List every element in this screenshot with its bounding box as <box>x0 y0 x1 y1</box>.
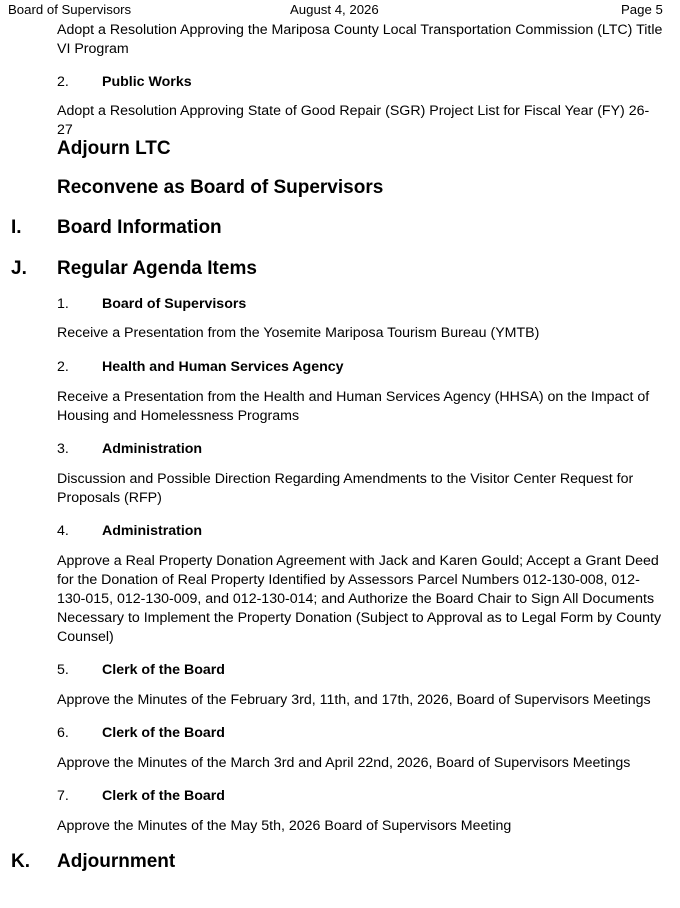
agenda-item-3-number: 3. <box>57 441 69 457</box>
agenda-item-1-number: 1. <box>57 296 69 312</box>
adjourn-ltc-heading: Adjourn LTC <box>57 138 171 159</box>
agenda-item-5-text: Approve the Minutes of the February 3rd, 11th, and 17th, 2026, Board of Supervisors Meetings <box>57 692 651 708</box>
agenda-item-6-text: Approve the Minutes of the March 3rd and April 22nd, 2026, Board of Supervisors Meetings <box>57 755 631 771</box>
ltc-item-2-number: 2. <box>57 74 69 90</box>
agenda-item-7-text: Approve the Minutes of the May 5th, 2026 Board of Supervisors Meeting <box>57 818 512 834</box>
section-j-letter: J. <box>11 258 27 279</box>
header-left: Board of Supervisors <box>8 2 132 17</box>
agenda-item-1-text: Receive a Presentation from the Yosemite Mariposa Tourism Bureau (YMTB) <box>57 325 540 341</box>
agenda-item-4-title: Administration <box>102 523 203 539</box>
section-i-title: Board Information <box>57 217 222 238</box>
agenda-item-2-number: 2. <box>57 359 69 375</box>
reconvene-heading: Reconvene as Board of Supervisors <box>57 177 384 198</box>
agenda-item-1-title: Board of Supervisors <box>102 296 247 312</box>
agenda-item-4-number: 4. <box>57 523 69 539</box>
agenda-item-3-title: Administration <box>102 441 203 457</box>
section-j-title: Regular Agenda Items <box>57 258 257 279</box>
agenda-item-4-text: Approve a Real Property Donation Agreement with Jack and Karen Gould; Accept a Grant Deed for the Donation of Real Property Identified by Assessors Parcel Numbers 012-130-008, 012-130-015, 012-130-009, and 012-130-014; and Authorize the Board Chair to Sign All Documents Necessary to Implement the Property Donation (Subject to Approval as to Legal Form by County Counsel) <box>57 553 662 645</box>
agenda-item-5-number: 5. <box>57 662 69 678</box>
agenda-item-7-number: 7. <box>57 788 69 804</box>
agenda-item-5-title: Clerk of the Board <box>102 662 225 678</box>
header-page-number: Page 5 <box>621 2 663 17</box>
agenda-item-6-number: 6. <box>57 725 69 741</box>
ltc-item-1-text: Adopt a Resolution Approving the Mariposa County Local Transportation Commission (LTC) Title VI Program <box>57 22 663 57</box>
section-k-title: Adjournment <box>57 851 176 872</box>
agenda-item-6-title: Clerk of the Board <box>102 725 225 741</box>
agenda-item-2-text: Receive a Presentation from the Health and Human Services Agency (HHSA) on the Impact of Housing and Homelessness Programs <box>57 389 650 424</box>
agenda-item-3-text: Discussion and Possible Direction Regarding Amendments to the Visitor Center Request for Proposals (RFP) <box>57 471 634 506</box>
section-i-letter: I. <box>11 217 22 238</box>
agenda-item-2-title: Health and Human Services Agency <box>102 359 344 375</box>
ltc-item-2-text: Adopt a Resolution Approving State of Good Repair (SGR) Project List for Fiscal Year (FY) 26-27 <box>57 103 650 138</box>
header-date: August 4, 2026 <box>290 2 379 17</box>
section-k-letter: K. <box>11 851 30 872</box>
ltc-item-2-title: Public Works <box>102 74 192 90</box>
agenda-item-7-title: Clerk of the Board <box>102 788 225 804</box>
